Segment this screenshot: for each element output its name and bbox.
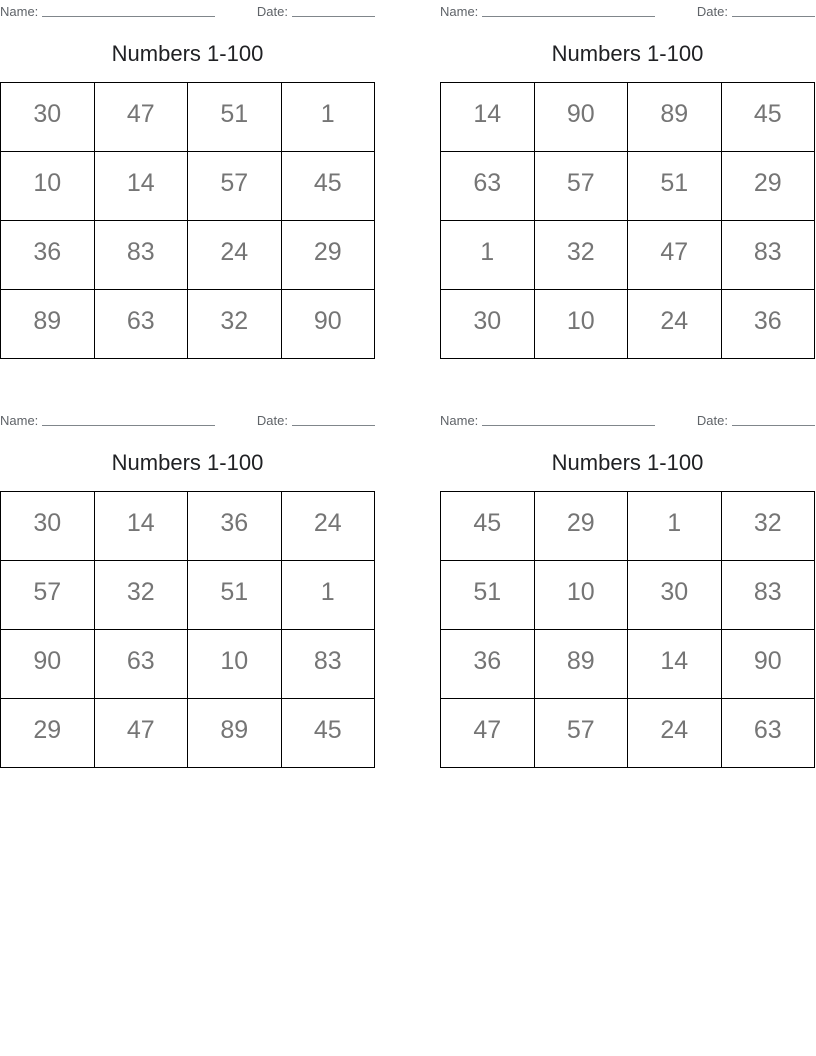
grid-row (441, 83, 815, 152)
grid-cell: 29 (534, 492, 628, 561)
grid-cell: 29 (1, 699, 95, 768)
grid-cell: 32 (721, 492, 815, 561)
grid-cell: 90 (534, 83, 628, 152)
grid-cell: 89 (1, 290, 95, 359)
date-blank-line (292, 414, 375, 426)
date-label: Date: (696, 413, 728, 428)
grid-row (441, 492, 815, 561)
grid-cell: 10 (534, 290, 628, 359)
grid-cell: 30 (1, 83, 95, 152)
grid-cell: 36 (721, 290, 815, 359)
date-label: Date: (256, 4, 288, 19)
grid-cell: 30 (628, 561, 722, 630)
grid-cell: 29 (281, 221, 375, 290)
grid-cell: 36 (188, 492, 282, 561)
worksheet-card (0, 412, 375, 768)
date-blank-line (732, 5, 815, 17)
grid-row (441, 699, 815, 768)
grid-cell: 14 (94, 152, 188, 221)
grid-cell: 10 (188, 630, 282, 699)
grid-cell: 29 (721, 152, 815, 221)
meta-row (440, 412, 815, 428)
grid-row (441, 630, 815, 699)
grid-row (1, 492, 375, 561)
grid-row (441, 152, 815, 221)
grid-cell: 32 (188, 290, 282, 359)
grid-cell: 10 (534, 561, 628, 630)
grid-cell: 45 (281, 699, 375, 768)
grid-cell: 63 (94, 630, 188, 699)
grid-cell: 32 (94, 561, 188, 630)
meta-row (440, 3, 815, 19)
grid-cell: 57 (534, 152, 628, 221)
grid-cell: 30 (1, 492, 95, 561)
grid-row (1, 152, 375, 221)
date-label: Date: (696, 4, 728, 19)
grid-cell: 47 (628, 221, 722, 290)
grid-cell: 57 (534, 699, 628, 768)
grid-row (1, 699, 375, 768)
grid-cell: 63 (94, 290, 188, 359)
grid-cell: 1 (441, 221, 535, 290)
grid-row (441, 221, 815, 290)
name-label: Name: (0, 413, 39, 428)
grid-cell: 89 (628, 83, 722, 152)
card-title: Numbers 1-100 (111, 41, 264, 66)
name-label: Name: (440, 4, 479, 19)
grid-row (1, 83, 375, 152)
grid-cell: 51 (188, 83, 282, 152)
grid-cell: 89 (534, 630, 628, 699)
grid-cell: 45 (721, 83, 815, 152)
grid-cell: 90 (721, 630, 815, 699)
grid-cell: 83 (281, 630, 375, 699)
grid-cell: 45 (441, 492, 535, 561)
number-grid (440, 82, 815, 359)
grid-cell: 57 (1, 561, 95, 630)
grid-cell: 57 (188, 152, 282, 221)
grid-row (441, 561, 815, 630)
grid-cell: 32 (534, 221, 628, 290)
grid-cell: 14 (628, 630, 722, 699)
grid-cell: 47 (94, 699, 188, 768)
grid-cell: 83 (721, 561, 815, 630)
grid-cell: 30 (441, 290, 535, 359)
worksheet-card (0, 3, 375, 359)
grid-cell: 51 (441, 561, 535, 630)
grid-cell: 24 (188, 221, 282, 290)
grid-cell: 1 (628, 492, 722, 561)
grid-cell: 14 (441, 83, 535, 152)
grid-cell: 10 (1, 152, 95, 221)
date-blank-line (292, 5, 375, 17)
name-blank-line (42, 414, 215, 426)
grid-cell: 63 (441, 152, 535, 221)
grid-cell: 36 (1, 221, 95, 290)
grid-cell: 51 (628, 152, 722, 221)
date-label: Date: (256, 413, 288, 428)
grid-cell: 24 (628, 290, 722, 359)
grid-cell: 89 (188, 699, 282, 768)
card-title: Numbers 1-100 (551, 450, 704, 475)
grid-row (1, 290, 375, 359)
grid-cell: 45 (281, 152, 375, 221)
name-label: Name: (440, 413, 479, 428)
grid-cell: 14 (94, 492, 188, 561)
grid-cell: 90 (281, 290, 375, 359)
grid-row (441, 290, 815, 359)
grid-cell: 36 (441, 630, 535, 699)
grid-row (1, 561, 375, 630)
date-blank-line (732, 414, 815, 426)
grid-cell: 83 (94, 221, 188, 290)
grid-cell: 83 (721, 221, 815, 290)
grid-cell: 1 (281, 561, 375, 630)
grid-row (1, 630, 375, 699)
grid-cell: 47 (441, 699, 535, 768)
grid-cell: 90 (1, 630, 95, 699)
meta-row (0, 412, 375, 428)
grid-cell: 51 (188, 561, 282, 630)
grid-cell: 24 (281, 492, 375, 561)
worksheet-card (440, 412, 815, 768)
grid-cell: 1 (281, 83, 375, 152)
number-grid (440, 491, 815, 768)
grid-cell: 24 (628, 699, 722, 768)
number-grid (0, 82, 375, 359)
name-blank-line (482, 5, 655, 17)
name-label: Name: (0, 4, 39, 19)
name-blank-line (42, 5, 215, 17)
grid-cell: 63 (721, 699, 815, 768)
name-blank-line (482, 414, 655, 426)
card-title: Numbers 1-100 (111, 450, 264, 475)
grid-row (1, 221, 375, 290)
meta-row (0, 3, 375, 19)
card-title: Numbers 1-100 (551, 41, 704, 66)
grid-cell: 47 (94, 83, 188, 152)
worksheet-card (440, 3, 815, 359)
number-grid (0, 491, 375, 768)
